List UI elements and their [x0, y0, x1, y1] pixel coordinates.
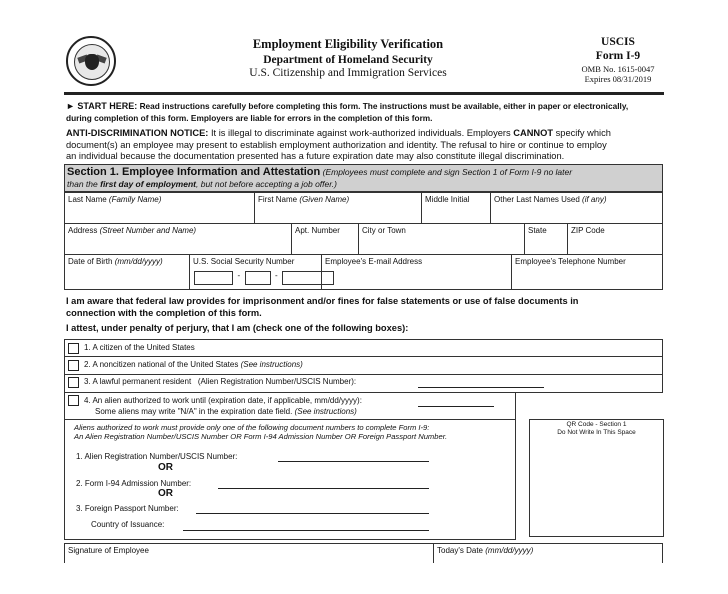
option-permanent-resident-label [84, 377, 356, 386]
ssn-group-input[interactable] [245, 271, 271, 285]
permanent-resident-checkbox[interactable] [68, 377, 79, 388]
phone-field[interactable] [511, 254, 663, 290]
apt-number-field[interactable] [291, 223, 359, 255]
expiration-date: Expires 08/31/2019 [584, 74, 652, 84]
or-separator-2: OR [158, 488, 173, 499]
todays-date-field[interactable] [433, 543, 663, 563]
other-names-label: Other Last Names Used [494, 195, 580, 204]
other-last-names-field[interactable] [490, 192, 663, 224]
option-noncitizen-label [84, 360, 303, 369]
anti-discrimination-notice [66, 128, 666, 140]
state-label: State [528, 226, 547, 235]
section-1-note: (Employees must complete and sign Section 1 of Form I-9 no later [322, 167, 573, 177]
option-4-note-hint: (See instructions) [294, 407, 357, 416]
department-name: Department of Homeland Security [263, 54, 433, 66]
other-names-hint: (if any) [582, 195, 607, 204]
anti-discrimination-line-2: document(s) an employee may present to establish employment authorization and identity. The refusal to hire or continue to employ [66, 140, 607, 150]
i94-number-label: 2. Form I-94 Admission Number: [76, 479, 192, 488]
anti-discrimination-text-2: specify which [555, 128, 611, 138]
address-field[interactable] [64, 223, 292, 255]
todays-date-label: Today's Date [437, 546, 483, 555]
header-divider [64, 92, 664, 95]
option-2-hint: (See instructions) [240, 360, 303, 369]
zip-code-field[interactable] [567, 223, 663, 255]
passport-number-input[interactable] [196, 513, 429, 514]
option-4-note-text: Some aliens may write "N/A" in the expiration date field. [95, 407, 293, 416]
form-number: Form I-9 [595, 50, 641, 62]
qr-code-title: QR Code - Section 1 [566, 421, 627, 428]
anti-discrimination-line-3: an individual because the documentation presented has a future expiration date may also constitute illegal discrimination. [66, 151, 565, 161]
address-label: Address [68, 226, 98, 235]
expiration-date-input[interactable] [418, 406, 494, 407]
section-1-title: Section 1. Employee Information and Attestation [67, 166, 321, 178]
ssn-digit-boxes[interactable] [194, 271, 334, 290]
date-of-birth-field[interactable] [64, 254, 190, 290]
ssn-dash-1: - [237, 271, 241, 280]
attest-statement: I attest, under penalty of perjury, that I am (check one of the following boxes): [66, 323, 409, 333]
option-3-text: 3. A lawful permanent resident [84, 377, 192, 386]
alien-authorized-checkbox[interactable] [68, 395, 79, 406]
email-field[interactable] [321, 254, 512, 290]
option-4-note [95, 407, 357, 416]
aliens-instruction-1: Aliens authorized to work must provide only one of the following document numbers to complete Form I-9: [74, 423, 430, 432]
alien-number-input[interactable] [278, 461, 429, 462]
apt-number-label: Apt. Number [295, 226, 340, 235]
first-name-hint: (Given Name) [299, 195, 350, 204]
note-text-c: , but not before accepting a job offer.) [196, 179, 337, 189]
first-name-field[interactable] [254, 192, 422, 224]
dob-hint: (mm/dd/yyyy) [114, 257, 163, 266]
form-title: Employment Eligibility Verification [252, 37, 444, 51]
anti-discrimination-text: It is illegal to discriminate against work-authorized individuals. Employers [210, 128, 511, 138]
i94-number-input[interactable] [218, 488, 429, 489]
ssn-dash-2: - [275, 271, 278, 280]
noncitizen-national-checkbox[interactable] [68, 360, 79, 371]
passport-number-label: 3. Foreign Passport Number: [76, 504, 179, 513]
agency-name: U.S. Citizenship and Immigration Services [249, 67, 447, 79]
option-4-divider [64, 419, 516, 420]
phone-label: Employee's Telephone Number [515, 257, 626, 266]
middle-initial-label: Middle Initial [425, 195, 470, 204]
start-here-notice [66, 101, 666, 112]
city-label: City or Town [362, 226, 406, 235]
aliens-instruction-2: An Alien Registration Number/USCIS Number OR Form I-94 Admission Number OR Foreign Passport Number. [74, 432, 448, 441]
country-of-issuance-input[interactable] [183, 530, 429, 531]
option-citizen-label: 1. A citizen of the United States [84, 343, 195, 352]
start-here-label: ► START HERE: [66, 101, 138, 111]
qr-code-note: Do Not Write In This Space [557, 429, 636, 436]
uscis-label: USCIS [601, 36, 635, 48]
start-here-text-2: during completion of this form. Employers are liable for errors in the completion of this form. [66, 113, 433, 123]
state-field[interactable] [524, 223, 568, 255]
signature-label: Signature of Employee [68, 546, 149, 555]
citizen-checkbox[interactable] [68, 343, 79, 354]
omb-number: OMB No. 1615-0047 [581, 64, 655, 74]
address-hint: (Street Number and Name) [99, 226, 197, 235]
alien-number-label: 1. Alien Registration Number/USCIS Number: [76, 452, 238, 461]
qr-code-label [529, 421, 664, 437]
aware-statement-2: connection with the completion of this form. [66, 308, 262, 318]
last-name-label: Last Name [68, 195, 107, 204]
section-1-title-line [67, 166, 663, 178]
email-label: Employee's E-mail Address [325, 257, 423, 266]
todays-date-hint: (mm/dd/yyyy) [485, 546, 534, 555]
last-name-field[interactable] [64, 192, 255, 224]
ssn-label: U.S. Social Security Number [193, 257, 295, 266]
city-field[interactable] [358, 223, 525, 255]
section-1-note-line-2 [67, 179, 337, 189]
first-name-label: First Name [258, 195, 298, 204]
note-text-a: than the [67, 179, 98, 189]
dhs-seal-logo [66, 36, 116, 86]
option-divider-1 [64, 356, 663, 357]
option-3-hint: (Alien Registration Number/USCIS Number): [197, 377, 357, 386]
aware-statement: I am aware that federal law provides for imprisonment and/or fines for false statements or use of false documents in [66, 296, 579, 306]
option-2-text: 2. A noncitizen national of the United States [84, 360, 239, 369]
ssn-area-input[interactable] [194, 271, 233, 285]
last-name-hint: (Family Name) [108, 195, 162, 204]
option-alien-label: 4. An alien authorized to work until (expiration date, if applicable, mm/dd/yyyy): [84, 396, 362, 405]
country-of-issuance-label: Country of Issuance: [91, 520, 165, 529]
cannot-emphasis: CANNOT [513, 128, 554, 138]
anti-discrimination-label: ANTI-DISCRIMINATION NOTICE: [66, 128, 209, 138]
or-separator-1: OR [158, 462, 173, 473]
signature-field[interactable] [64, 543, 434, 563]
zip-code-label: ZIP Code [571, 226, 605, 235]
option-divider-2 [64, 374, 663, 375]
start-here-text: Read instructions carefully before completing this form. The instructions must be available, either in paper or electronically, [139, 101, 629, 111]
first-day-emphasis: first day of employment [100, 179, 196, 189]
dob-label: Date of Birth [68, 257, 113, 266]
middle-initial-field[interactable] [421, 192, 491, 224]
alien-registration-number-input[interactable] [418, 387, 544, 388]
